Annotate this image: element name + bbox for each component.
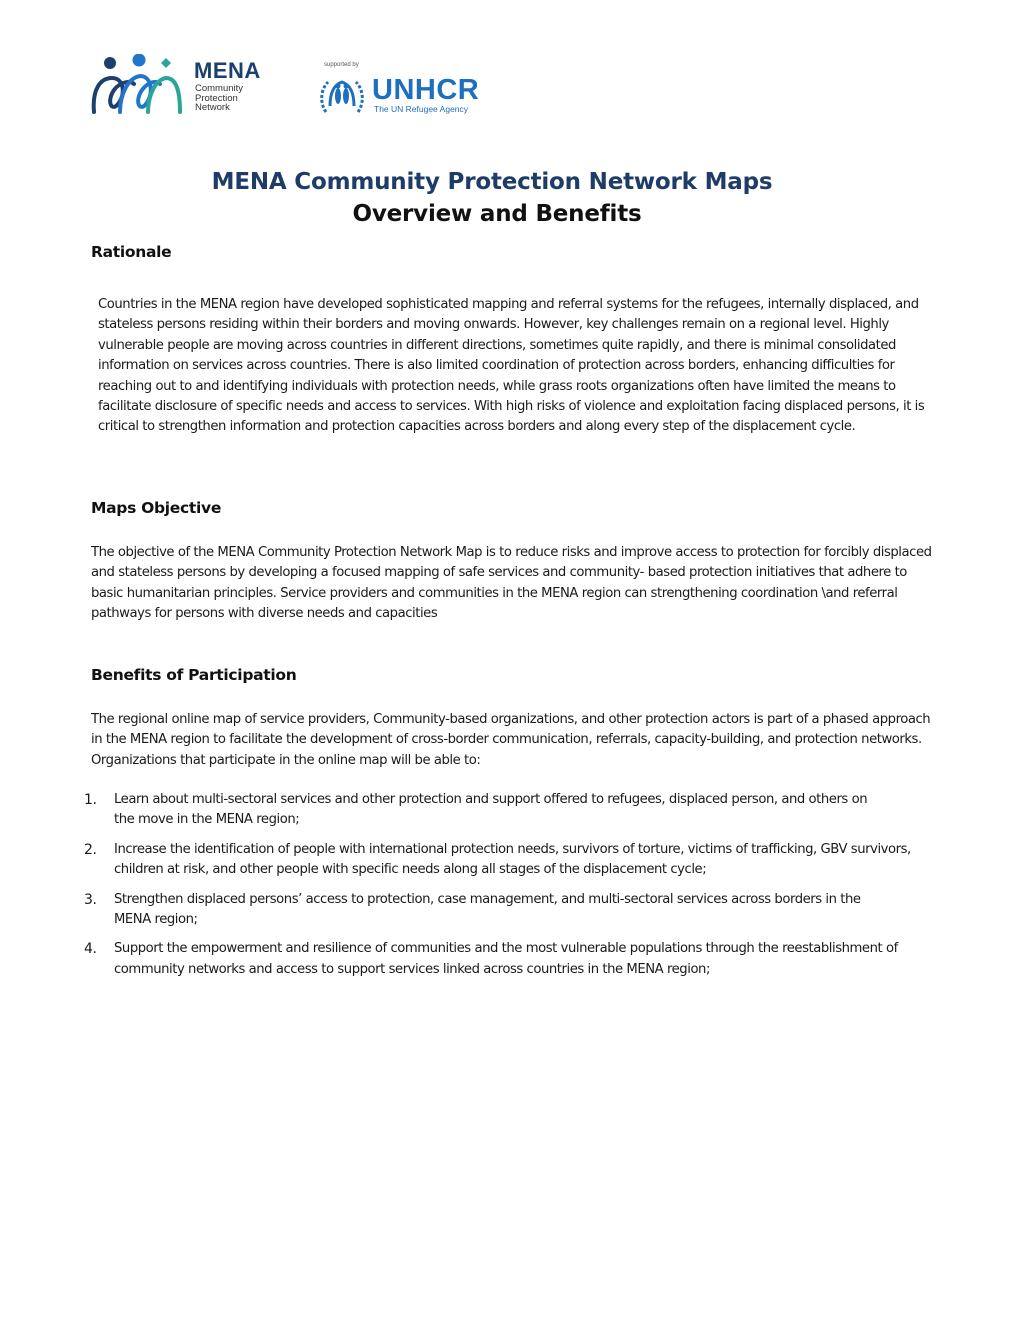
mena-subtitle-line: Protection <box>195 92 238 104</box>
document-subtitle-text: Overview and Benefits <box>352 201 642 227</box>
list-item-text: Strengthen displaced persons’ access to protection, case management, and multi-sectoral services across borders in the MENA region; <box>114 891 861 928</box>
page-header <box>88 50 528 125</box>
section-heading-benefits: Benefits of Participation <box>91 666 297 684</box>
document-title <box>0 169 1024 195</box>
mena-subtitle-line: Community <box>195 83 244 94</box>
list-item <box>80 790 874 831</box>
maps-objective-paragraph: The objective of the MENA Community Protection Network Map is to reduce risks and improve access to protection for forcibly displaced and stateless persons by developing a focused mapping of safe services and community- based protection initiatives that adhere to basic humanitarian principles. Service providers and communities in the MENA region can strengthening coordination \and referral pathways for persons with diverse needs and capacities <box>91 545 932 622</box>
rationale-paragraph: Countries in the MENA region have developed sophisticated mapping and referral systems for the refugees, internally displaced, and stateless persons residing within their borders and moving onwards. However, key challenges remain on a regional level. Highly vulnerable people are moving across countries in different directions, sometimes quite rapidly, and there is minimal consolidated information on services across countries. There is also limited coordination of protection across borders, enhancing difficulties for reaching out to and identifying individuals with protection needs, while grass roots organizations often have limited the means to facilitate disclosure of specific needs and access to services. With high risks of violence and exploitation facing displaced persons, it is critical to strengthen information and protection capacities across borders and along every step of the displacement cycle. <box>98 297 925 435</box>
list-item-text: Increase the identification of people with international protection needs, survivors of torture, victims of trafficking, GBV survivors, children at risk, and other people with specific needs along all stages of the displacement cycle; <box>114 841 911 878</box>
benefits-paragraph: The regional online map of service providers, Community-based organizations, and other protection actors is part of a phased approach in the MENA region to facilitate the development of cross-border communication, referrals, capacity-building, and protection networks. Organizations that participate in the online map will be able to: <box>91 712 931 768</box>
mena-logo-name: MENA <box>194 58 261 83</box>
list-item-number: 3. <box>84 891 97 908</box>
section-heading-maps-objective: Maps Objective <box>91 499 222 517</box>
supported-by-label: supported by <box>324 62 359 68</box>
section-heading-rationale: Rationale <box>91 243 172 261</box>
list-item <box>80 890 874 931</box>
unhcr-emblem-icon <box>318 76 366 116</box>
list-item-number: 4. <box>84 941 97 958</box>
mena-logo-subtitle <box>195 84 243 113</box>
mena-logo <box>88 50 288 120</box>
list-item-text: Learn about multi-sectoral services and other protection and support offered to refugees, displaced person, and others on the move in the MENA region; <box>114 792 868 828</box>
document-title-text: MENA Community Protection Network Maps <box>211 169 773 195</box>
mena-people-icon <box>90 54 186 116</box>
list-item <box>80 939 944 980</box>
list-item-number: 2. <box>84 841 97 858</box>
unhcr-tagline: The UN Refugee Agency <box>374 104 469 114</box>
unhcr-logo <box>318 62 503 120</box>
mena-subtitle-line: Network <box>195 102 230 113</box>
list-item-text: Support the empowerment and resilience of communities and the most vulnerable populations through the reestablishment of community networks and access to support services linked across countries in the MENA region; <box>114 941 898 977</box>
unhcr-logo-name: UNHCR <box>372 74 480 106</box>
document-subtitle <box>0 201 1024 227</box>
benefits-list <box>80 790 930 989</box>
list-item <box>80 840 914 881</box>
list-item-number: 1. <box>84 792 97 808</box>
